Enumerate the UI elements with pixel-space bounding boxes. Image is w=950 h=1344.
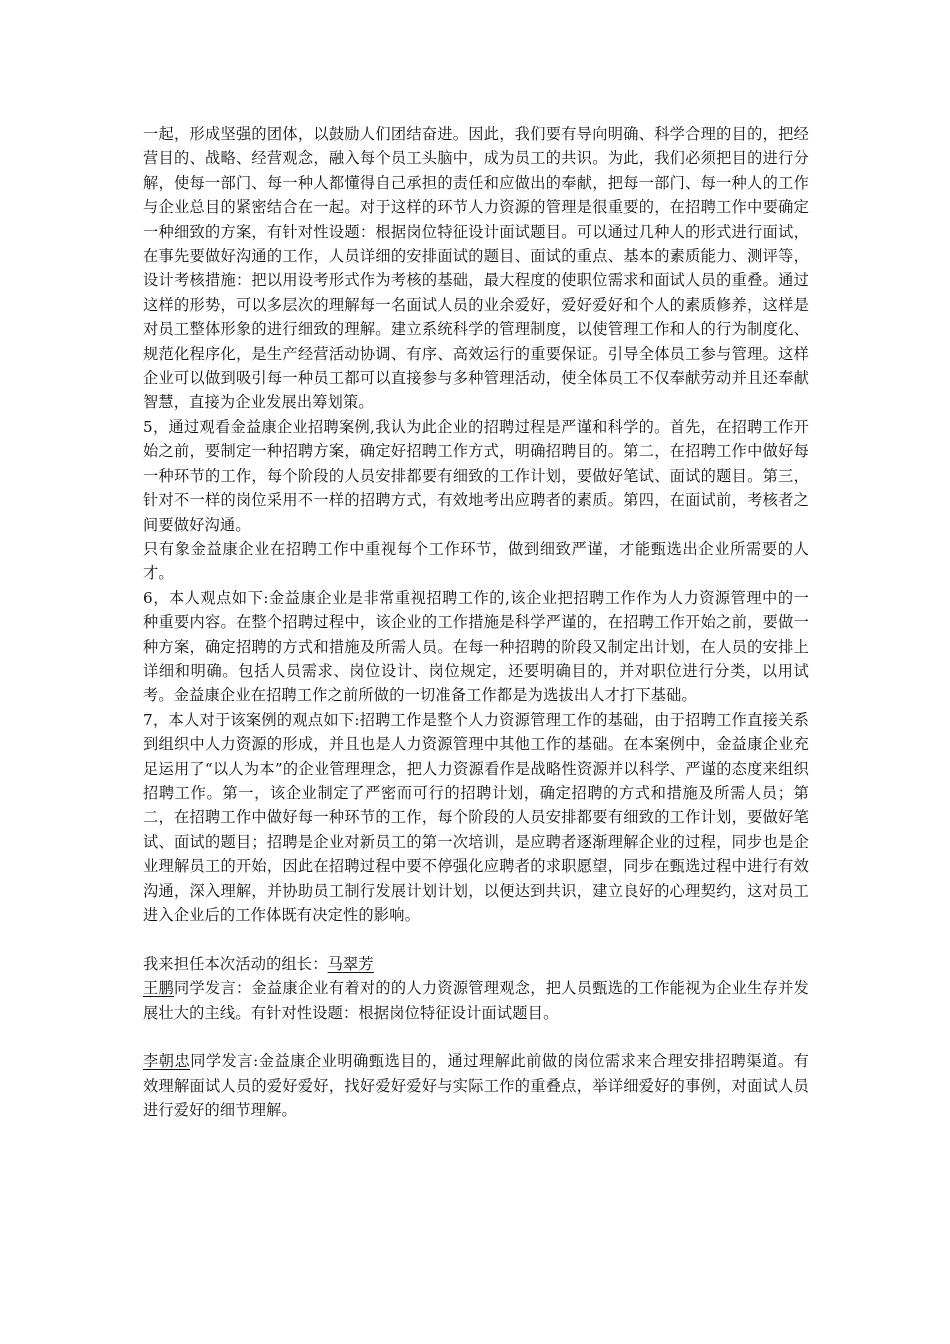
speech-text: 同学发言:金益康企业明确甄选目的，通过理解此前做的岗位需求来合理安排招聘渠道。有效理解面试人员的爱好爱好，找好爱好爱好与实际工作的重叠点，举详细爱好的事例，对面试人员进行爱好的细节理解。 — [143, 1052, 809, 1120]
speaker-name: 王鹏 — [143, 979, 174, 998]
leader-prefix: 我来担任本次活动的组长： — [143, 954, 328, 973]
leader-line — [143, 952, 809, 976]
blank-line — [143, 1025, 809, 1049]
paragraph-conclusion: 只有象金益康企业在招聘工作中重视每个工作环节，做到细致严谨，才能甄选出企业所需要的人才。 — [143, 539, 809, 583]
speech-text: 同学发言：金益康企业有着对的的人力资源管理观念，把人员甄选的工作能视为企业生存并发展壮大的主线。有针对性设题：根据岗位特征设计面试题目。 — [143, 979, 809, 1022]
paragraph-point-5: 5，通过观看金益康企业招聘案例,我认为此企业的招聘过程是严谨和科学的。首先，在招聘工作开始之前，要制定一种招聘方案，确定好招聘工作方式，明确招聘目的。第二，在招聘工作中做好每一种环节的工作，每个阶段的人员安排都要有细致的工作计划，要做好笔试、面试的题目。第三，针对不一样的岗位采用不一样的招聘方式，有效地考出应聘者的素质。第四，在面试前，考核者之间要做好沟通。 — [143, 417, 809, 534]
paragraph-team-management: 一起，形成坚强的团体，以鼓励人们团结奋进。因此，我们要有导向明确、科学合理的目的，把经营目的、战略、经营观念，融入每个员工头脑中，成为员工的共识。为此，我们必须把目的进行分解，使每一部门、每一种人都懂得自己承担的责任和应做出的奉献，把每一部门、每一种人的工作与企业总目的紧密结合在一起。对于这样的环节人力资源的管理是很重要的，在招聘工作中要确定一种细致的方案，有针对性设题：根据岗位特征设计面试题目。可以通过几种人的形式进行面试，在事先要做好沟通的工作，人员详细的安排面试的题目、面试的重点、基本的素质能力、测评等，设计考核措施：把以用设考形式作为考核的基础，最大程度的使职位需求和面试人员的重叠。通过这样的形势，可以多层次的理解每一名面试人员的业余爱好，爱好爱好和个人的素质修养，这样是对员工整体形象的进行细致的理解。建立系统科学的管理制度，以使管理工作和人的行为制度化、规范化程序化，是生产经营活动协调、有序、高效运行的重要保证。引导全体员工参与管理。这样企业可以做到吸引每一种员工都可以直接参与多种管理活动，使全体员工不仅奉献劳动并且还奉献智慧，直接为企业发展出筹划策。 — [143, 125, 809, 412]
blank-line — [143, 927, 809, 951]
document-body — [143, 122, 809, 1123]
speech-li-chaozhong — [143, 1049, 809, 1122]
speech-wang-peng — [143, 976, 809, 1025]
leader-name: 马翠芳 — [327, 954, 374, 973]
paragraph-point-7: 7，本人对于该案例的观点如下:招聘工作是整个人力资源管理工作的基础，由于招聘工作直接关系到组织中人力资源的形成，并且也是人力资源管理中其他工作的基础。在本案例中，金益康企业充足运用了“以人为本”的企业管理理念，把人力资源看作是战略性资源并以科学、严谨的态度来组织招聘工作。第一，该企业制定了严密而可行的招聘计划，确定招聘的方式和措施及所需人员；第二，在招聘工作中做好每一种环节的工作，每个阶段的人员安排都要有细致的工作计划，要做好笔试、面试的题目；招聘是企业对新员工的第一次培训，是应聘者逐渐理解企业的过程，同步也是企业理解员工的开始，因此在招聘过程中要不停强化应聘者的求职愿望，同步在甄选过程中进行有效沟通，深入理解，并协助员工制行发展计划计划，以便达到共识，建立良好的心理契约，这对员工进入企业后的工作体既有决定性的影响。 — [143, 710, 809, 924]
paragraph-point-6: 6，本人观点如下:金益康企业是非常重视招聘工作的,该企业把招聘工作作为人力资源管理中的一种重要内容。在整个招聘过程中，该企业的工作措施是科学严谨的，在招聘工作开始之前，要做一种方案，确定招聘的方式和措施及所需人员。在每一种招聘的阶段又制定出计划，在人员的安排上详细和明确。包括人员需求、岗位设计、岗位规定，还要明确目的，并对职位进行分类，以用试考。金益康企业在招聘工作之前所做的一切准备工作都是为选拔出人才打下基础。 — [143, 588, 809, 705]
speaker-name: 李朝忠 — [143, 1052, 191, 1071]
